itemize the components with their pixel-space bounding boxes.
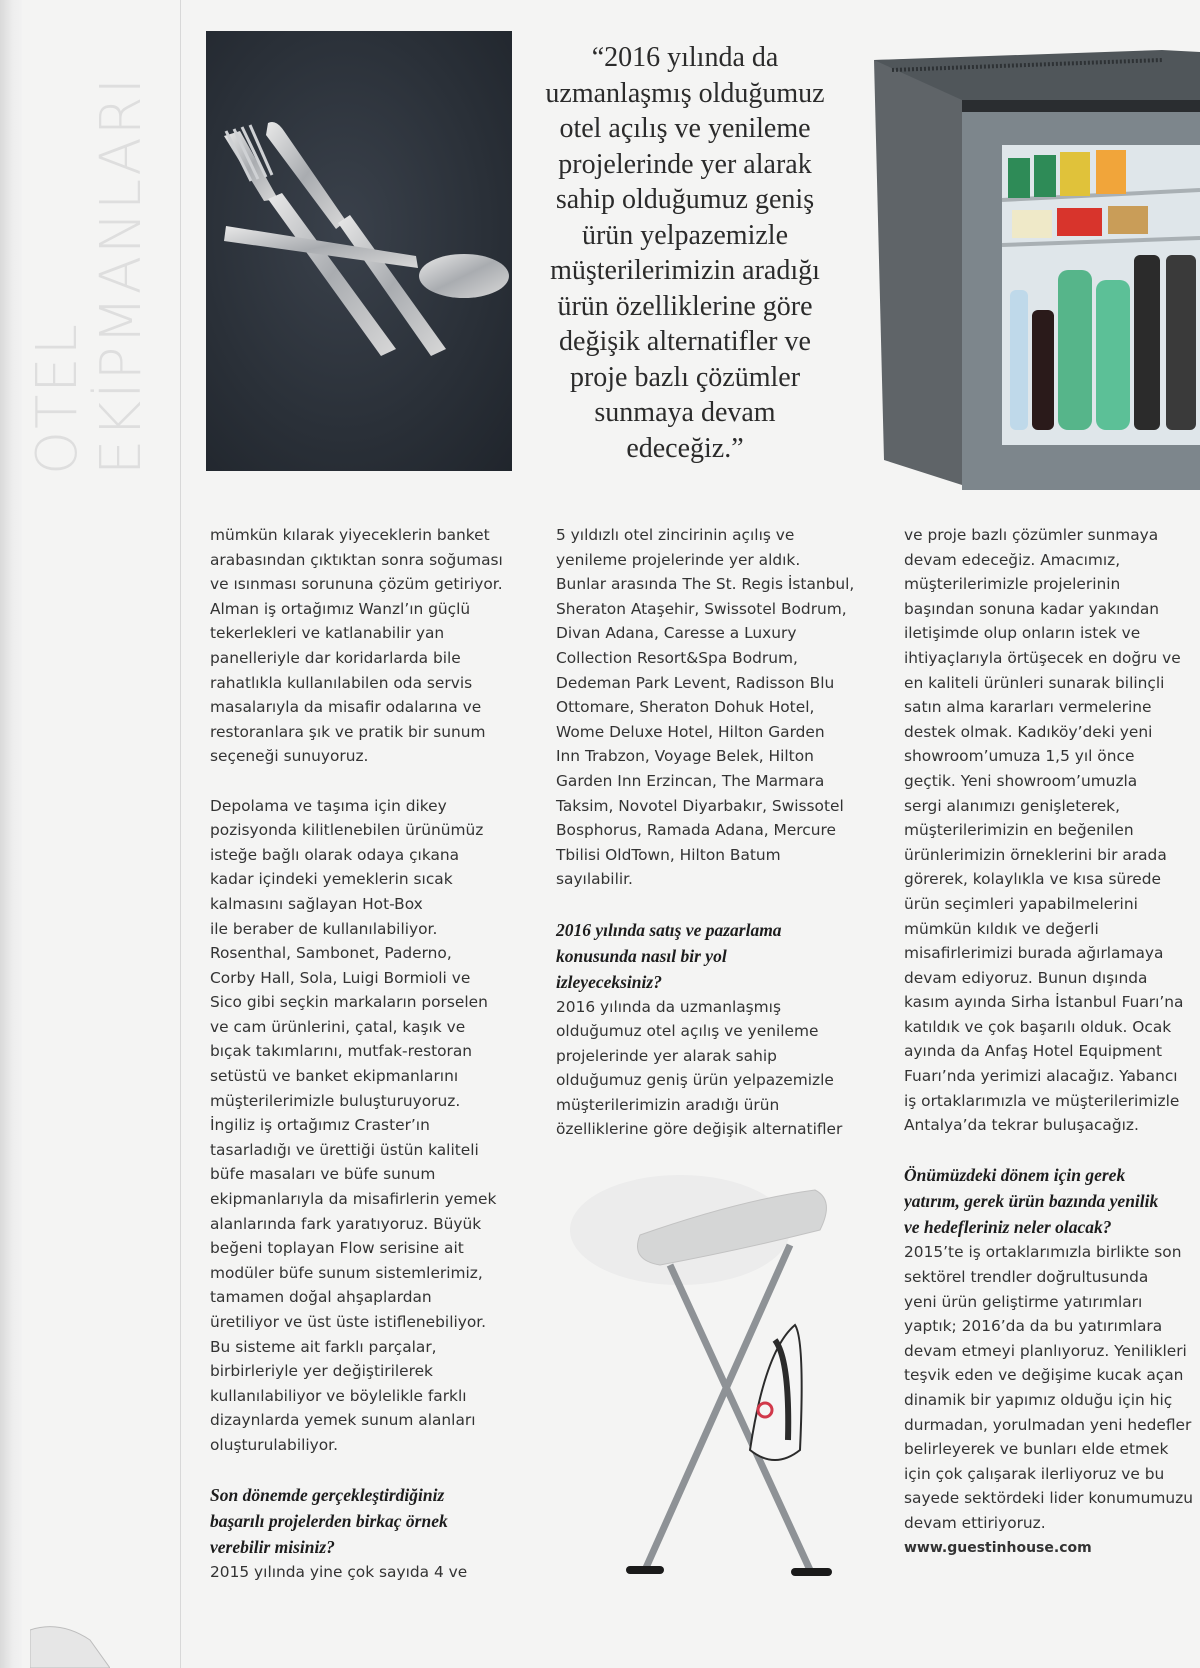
body-line: Ottomare, Sheraton Dohuk Hotel, xyxy=(556,698,815,717)
quote-line: “2016 yılında da xyxy=(591,42,779,73)
body-line: görerek, kolaylıkla ve kısa sürede xyxy=(904,870,1161,889)
interview-question: Son dönemde gerçekleştirdiğiniz xyxy=(210,1485,445,1506)
body-line: katıldık ve çok başarılı olduk. Ocak xyxy=(904,1017,1172,1036)
quote-line: değişik alternatifler ve xyxy=(559,326,811,357)
body-line: Rosenthal, Sambonet, Paderno, xyxy=(210,944,452,963)
body-line: Tbilisi OldTown, Hilton Batum xyxy=(556,845,781,864)
body-line: ayında da Anfaş Hotel Equipment xyxy=(904,1042,1163,1061)
body-line: ürünlerimizin örneklerini bir arada xyxy=(904,845,1167,864)
body-line: Bunlar arasında The St. Regis İstanbul, xyxy=(556,575,855,594)
quote-line: uzmanlaşmış olduğumuz xyxy=(545,77,825,109)
body-line: misafirlerimizi burada ağırlamaya xyxy=(904,944,1164,963)
quote-line: sahip olduğumuz geniş xyxy=(555,184,815,215)
quote-line: müşterilerimizin aradığı xyxy=(550,255,820,286)
page-binding-edge xyxy=(0,0,22,1668)
section-title-line1: OTEL xyxy=(25,322,90,475)
body-line: en kaliteli ürünleri sunarak bilinçli xyxy=(904,673,1165,692)
body-line: tekerlekleri ve katlanabilir yan xyxy=(210,624,445,643)
body-line: 5 yıldızlı otel zincirinin açılış ve xyxy=(556,526,795,544)
body-line: Sico gibi seçkin markaların porselen xyxy=(210,993,488,1012)
body-line: bıçak takımlarını, mutfak-restoran xyxy=(210,1042,473,1061)
ironing-board-photo xyxy=(560,1150,890,1610)
body-line: Taksim, Novotel Diyarbakır, Swissotel xyxy=(556,796,844,815)
article-column-1 xyxy=(210,523,510,1585)
website-link[interactable]: www.guestinhouse.com xyxy=(904,1539,1092,1556)
body-line: masalarıyla da misafir odalarına ve xyxy=(210,698,482,717)
body-line: ekipmanlarıyla da misafirlerin yemek xyxy=(210,1190,497,1209)
interview-question: Önümüzdeki dönem için gerek xyxy=(904,1165,1126,1186)
body-line: yenileme projelerinde yer aldık. xyxy=(556,550,801,569)
body-line: Antalya’da tekrar buluşacağız. xyxy=(904,1116,1139,1135)
page-curl-corner xyxy=(30,1610,110,1668)
body-line: ihtiyaçlarıyla örtüşecek en doğru ve xyxy=(904,648,1181,667)
cutlery-illustration xyxy=(206,31,512,471)
body-line: Fuarı’nda yerimizi alacağız. Yabancı xyxy=(904,1067,1178,1086)
quote-line: ürün özelliklerine göre xyxy=(557,290,813,322)
interview-question: ve hedefleriniz neler olacak? xyxy=(904,1217,1112,1238)
body-line: sergi alanımızı genişleterek, xyxy=(904,796,1120,815)
body-line: kasım ayında Sirha İstanbul Fuarı’na xyxy=(904,993,1184,1012)
body-line: müşterilerimizin en beğenilen xyxy=(904,821,1134,840)
quote-line: proje bazlı çözümler xyxy=(569,361,801,393)
body-line: Sheraton Ataşehir, Swissotel Bodrum, xyxy=(556,599,847,618)
quote-line: edeceğiz.” xyxy=(626,432,744,464)
body-line: büfe masaları ve büfe sunum xyxy=(210,1165,436,1184)
body-line: mümkün kılarak yiyeceklerin banket xyxy=(210,526,490,544)
body-line: pozisyonda kilitlenebilen ürünümüz xyxy=(210,821,484,840)
body-line: İngiliz iş ortağımız Craster’ın xyxy=(210,1116,430,1135)
body-line: iş ortaklarımızla ve müşterilerimizle xyxy=(904,1091,1180,1110)
interview-question: başarılı projelerden birkaç örnek xyxy=(210,1511,448,1532)
body-line: alanlarında fark yaratıyoruz. Büyük xyxy=(210,1214,482,1233)
body-line: kullanılabiliyor ve böylelikle farklı xyxy=(210,1386,467,1405)
body-line: üretiliyor ve üst üste istiflenebiliyor. xyxy=(210,1313,487,1331)
body-line: seçeneği sunuyoruz. xyxy=(210,747,369,766)
quote-line: sunmaya devam xyxy=(594,397,776,428)
body-line: devam edeceğiz. Amacımız, xyxy=(904,550,1121,569)
body-line: devam etmeyi planlıyoruz. Yenilikleri xyxy=(904,1341,1187,1360)
body-line: satın alma kararları vermelerine xyxy=(904,698,1152,717)
section-title-line2: EKİPMANLARI xyxy=(89,75,154,475)
section-title-vertical xyxy=(25,75,166,475)
body-line: ve cam ürünlerini, çatal, kaşık ve xyxy=(210,1017,466,1036)
quote-line: ürün yelpazemizle xyxy=(581,219,788,251)
body-line: devam ediyoruz. Bunun dışında xyxy=(904,968,1148,987)
body-line: birbirleriyle yer değiştirilerek xyxy=(210,1362,433,1381)
body-line: olduğumuz geniş ürün yelpazemizle xyxy=(556,1071,834,1090)
body-line: tasarladığı ve ürettiği üstün kaliteli xyxy=(210,1140,479,1159)
body-line: restoranlara şık ve pratik bir sunum xyxy=(210,722,486,741)
body-line: için çok çalışarak ilerliyoruz ve bu xyxy=(904,1464,1165,1483)
body-line: müşterilerimizin aradığı ürün xyxy=(556,1095,780,1114)
body-line: ve ısınması sorununa çözüm getiriyor. xyxy=(210,575,503,594)
body-line: geçtik. Yeni showroom’umuzla xyxy=(904,771,1138,790)
body-line: isteğe bağlı olarak odaya çıkana xyxy=(210,845,460,864)
body-line: sektörel trendler doğrultusunda xyxy=(904,1268,1149,1287)
minibar-fridge-photo xyxy=(862,40,1200,490)
body-line: özelliklerine göre değişik alternatifler xyxy=(556,1120,843,1139)
body-line: modüler büfe sunum sistemlerimiz, xyxy=(210,1263,483,1282)
body-line: Inn Trabzon, Voyage Belek, Hilton xyxy=(556,747,814,766)
body-line: teşvik eden ve değişime kucak açan xyxy=(904,1366,1184,1385)
interview-question: verebilir misiniz? xyxy=(210,1537,335,1558)
quote-line: otel açılış ve yenileme xyxy=(559,113,811,144)
body-line: devam ettiriyoruz. xyxy=(904,1513,1046,1532)
ironing-board-illustration xyxy=(560,1150,890,1610)
minibar-illustration xyxy=(862,40,1200,490)
body-line: Collection Resort&Spa Bodrum, xyxy=(556,648,798,667)
body-line: ile beraber de kullanılabiliyor. xyxy=(210,919,438,938)
body-line: müşterilerimizle buluşturuyoruz. xyxy=(210,1091,461,1110)
body-line: sayılabilir. xyxy=(556,870,633,889)
body-line: oluşturulabiliyor. xyxy=(210,1435,338,1454)
body-line: Wome Deluxe Hotel, Hilton Garden xyxy=(556,722,825,741)
body-line: yeni ürün geliştirme yatırımları xyxy=(904,1292,1143,1311)
interview-question: 2016 yılında satış ve pazarlama xyxy=(556,919,782,940)
body-line: rahatlıkla kullanılabilen oda servis xyxy=(210,673,473,692)
body-line: ürün seçimleri yapabilmelerini xyxy=(904,894,1138,913)
body-line: kadar içindeki yemeklerin sıcak xyxy=(210,870,453,889)
body-line: mümkün kıldık ve değerli xyxy=(904,919,1099,938)
interview-question: izleyeceksiniz? xyxy=(556,971,662,992)
body-line: sayede sektördeki lider konumumuzu xyxy=(904,1489,1194,1508)
body-line: Divan Adana, Caresse a Luxury xyxy=(556,624,797,643)
body-line: kalmasını sağlayan Hot-Box xyxy=(210,894,423,913)
article-column-2 xyxy=(556,523,876,1142)
body-line: setüstü ve banket ekipmanlarını xyxy=(210,1067,459,1086)
body-line: belirleyerek ve bunları elde etmek xyxy=(904,1440,1169,1459)
pull-quote xyxy=(520,40,850,466)
body-line: Depolama ve taşıma için dikey xyxy=(210,796,447,815)
body-line: arabasından çıktıktan sonra soğuması xyxy=(210,550,503,569)
body-line: Corby Hall, Sola, Luigi Bormioli ve xyxy=(210,968,471,987)
quote-line: projelerinde yer alarak xyxy=(558,148,812,180)
body-line: durmadan, yorulmadan yeni hedefler xyxy=(904,1415,1192,1434)
article-column-3 xyxy=(904,523,1200,1560)
body-line: iletişimde olup onların istek ve xyxy=(904,624,1141,643)
body-line: başından sonuna kadar yakından xyxy=(904,599,1160,618)
body-line: 2016 yılında da uzmanlaşmış xyxy=(556,997,781,1016)
interview-question: konusunda nasıl bir yol xyxy=(556,945,727,966)
body-line: olduğumuz otel açılış ve yenileme xyxy=(556,1022,819,1041)
body-line: ve proje bazlı çözümler sunmaya xyxy=(904,526,1159,544)
interview-question: yatırım, gerek ürün bazında yenilik xyxy=(904,1191,1159,1212)
body-line: Garden Inn Erzincan, The Marmara xyxy=(556,771,825,790)
body-line: destek olmak. Kadıköy’deki yeni xyxy=(904,722,1153,741)
body-line: tamamen doğal ahşaplardan xyxy=(210,1288,432,1307)
body-line: dinamik bir yapımız olduğu için hiç xyxy=(904,1391,1173,1409)
body-line: showroom’umuza 1,5 yıl önce xyxy=(904,747,1135,766)
body-line: dizaynlarda yemek sunum alanları xyxy=(210,1411,476,1430)
body-line: yaptık; 2016’da da bu yatırımlara xyxy=(904,1317,1163,1336)
body-line: beğeni toplayan Flow serisine ait xyxy=(210,1239,464,1258)
body-line: 2015 yılında yine çok sayıda 4 ve xyxy=(210,1563,468,1582)
body-line: Alman iş ortağımız Wanzl’ın güçlü xyxy=(210,599,471,618)
body-line: Bosphorus, Ramada Adana, Mercure xyxy=(556,821,836,840)
column-divider xyxy=(180,0,181,1668)
body-line: projelerinde yer alarak sahip xyxy=(556,1046,777,1065)
cutlery-photo xyxy=(206,31,512,471)
body-line: Dedeman Park Levent, Radisson Blu xyxy=(556,673,835,692)
body-line: panelleriyle dar koridarlarda bile xyxy=(210,648,461,667)
body-line: müşterilerimizle projelerinin xyxy=(904,575,1121,594)
body-line: Bu sisteme ait farklı parçalar, xyxy=(210,1337,437,1356)
fridge-side xyxy=(874,58,962,485)
body-line: 2015’te iş ortaklarımızla birlikte son xyxy=(904,1243,1182,1262)
